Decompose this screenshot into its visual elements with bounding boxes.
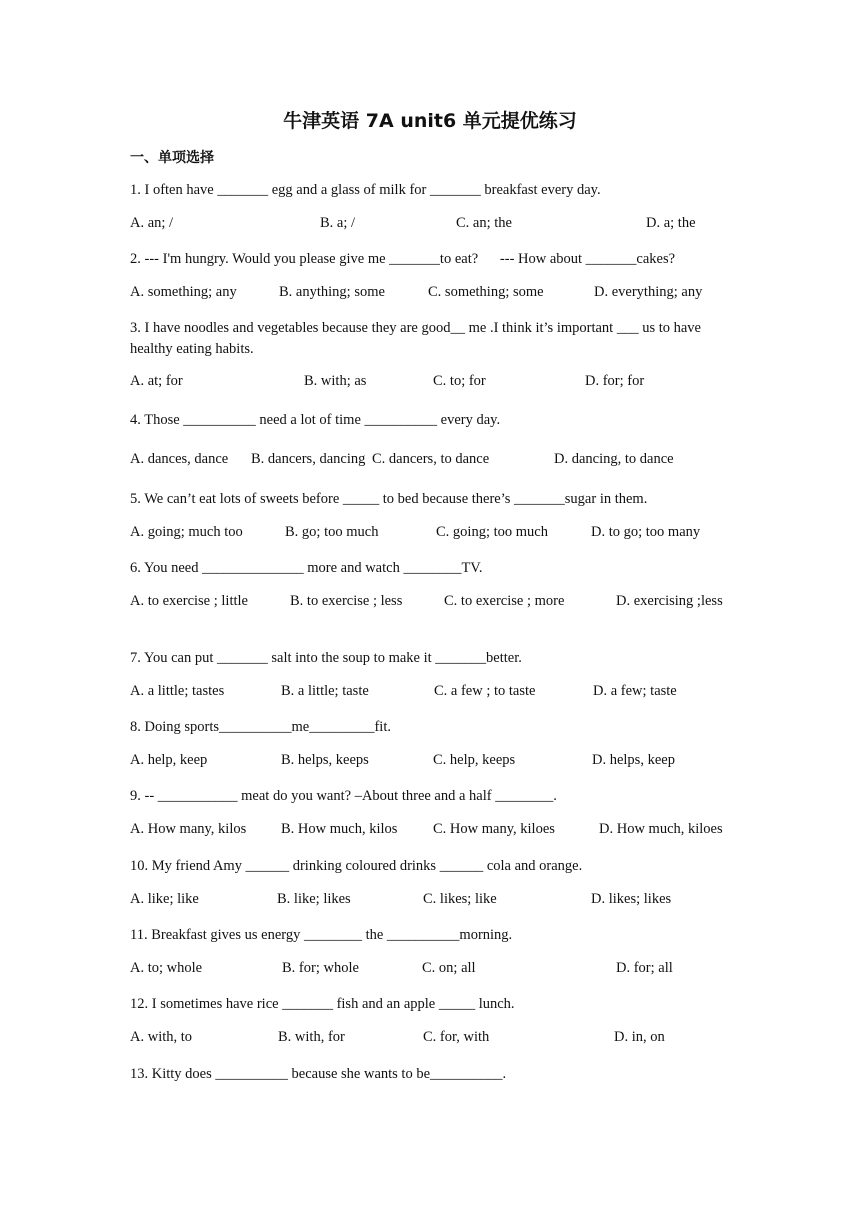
option-d: D. for; for [585,373,645,389]
option-b: B. with; as [304,373,367,389]
question-11: 11. Breakfast gives us energy ________ the __________morning. [130,927,513,943]
question-9: 9. -- ___________ meat do you want? –About three and a half ________. [130,788,557,804]
option-c: C. to; for [433,373,486,389]
section-heading: 一、单项选择 [130,150,214,166]
options-6 [130,593,750,615]
option-b: B. go; too much [285,524,379,540]
option-a: A. to exercise ; little [130,593,248,609]
option-c: C. a few ; to taste [434,683,536,699]
option-d: D. exercising ;less [616,593,723,609]
option-c: C. help, keeps [433,752,516,768]
options-1 [130,215,750,237]
options-3 [130,373,750,395]
option-a: A. a little; tastes [130,683,225,699]
option-b: B. anything; some [279,284,385,300]
question-12: 12. I sometimes have rice _______ fish and an apple _____ lunch. [130,996,515,1012]
option-a: A. to; whole [130,960,203,976]
option-c: C. dancers, to dance [372,451,490,467]
option-c: C. an; the [456,215,512,231]
options-9 [130,821,750,843]
question-7: 7. You can put _______ salt into the soup to make it _______better. [130,650,522,666]
option-a: A. dances, dance [130,451,229,467]
option-c: C. to exercise ; more [444,593,565,609]
options-11 [130,960,750,982]
option-b: B. dancers, dancing [251,451,366,467]
option-d: D. likes; likes [591,891,672,907]
options-10 [130,891,750,913]
option-b: B. for; whole [282,960,359,976]
question-4: 4. Those __________ need a lot of time __________ every day. [130,412,501,428]
option-b: B. a; / [320,215,356,231]
option-a: A. an; / [130,215,174,231]
option-d: D. dancing, to dance [554,451,674,467]
options-2 [130,284,750,306]
option-c: C. How many, kiloes [433,821,555,837]
question-13: 13. Kitty does __________ because she wants to be__________. [130,1066,507,1082]
option-a: A. help, keep [130,752,208,768]
question-8: 8. Doing sports__________me_________fit. [130,719,391,735]
option-b: B. like; likes [277,891,351,907]
question-5: 5. We can’t eat lots of sweets before _____ to bed because there’s _______sugar in them. [130,491,648,507]
option-d: D. a few; taste [593,683,677,699]
option-d: D. a; the [646,215,696,231]
option-d: D. in, on [614,1029,665,1045]
question-6: 6. You need ______________ more and watch ________TV. [130,560,483,576]
options-5 [130,524,750,546]
options-12 [130,1029,750,1051]
option-c: C. going; too much [436,524,548,540]
option-d: D. helps, keep [592,752,675,768]
option-a: A. going; much too [130,524,243,540]
question-1: 1. I often have _______ egg and a glass of milk for _______ breakfast every day. [130,182,601,198]
option-b: B. with, for [278,1029,345,1045]
question-2: 2. --- I'm hungry. Would you please give me _______to eat? --- How about _______cakes? [130,251,676,267]
options-7 [130,683,750,705]
option-d: D. How much, kiloes [599,821,723,837]
option-a: A. How many, kilos [130,821,247,837]
options-4 [130,451,750,473]
option-c: C. something; some [428,284,544,300]
option-a: A. like; like [130,891,199,907]
option-d: D. everything; any [594,284,703,300]
option-a: A. with, to [130,1029,193,1045]
option-b: B. helps, keeps [281,752,369,768]
option-a: A. at; for [130,373,183,389]
option-b: B. How much, kilos [281,821,398,837]
option-c: C. on; all [422,960,476,976]
option-c: C. for, with [423,1029,490,1045]
option-a: A. something; any [130,284,237,300]
option-c: C. likes; like [423,891,497,907]
options-8 [130,752,750,774]
option-d: D. for; all [616,960,673,976]
option-b: B. a little; taste [281,683,369,699]
question-10: 10. My friend Amy ______ drinking coloured drinks ______ cola and orange. [130,858,583,874]
option-d: D. to go; too many [591,524,701,540]
option-b: B. to exercise ; less [290,593,403,609]
question-3: 3. I have noodles and vegetables because they are good__ me .I think it’s important ___ us to have healthy eating habits. [130,320,701,357]
page-title: 牛津英语 7A unit6 单元提优练习 [283,110,577,132]
